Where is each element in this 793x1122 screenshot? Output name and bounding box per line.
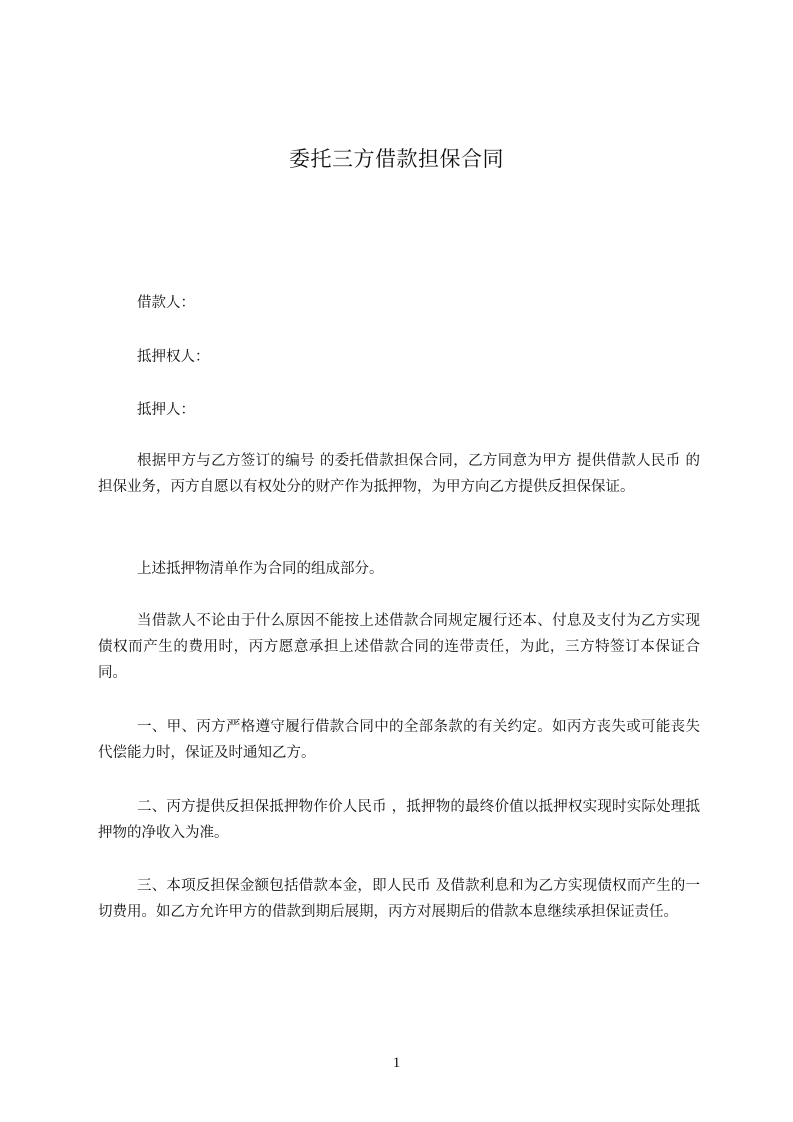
paragraph-joint-liability: 当借款人不论由于什么原因不能按上述借款合同规定履行还本、付息及支付为乙方实现债权而产生的费用时，丙方愿意承担上述借款合同的连带责任，为此，三方特签订本保证合同。 <box>98 613 700 681</box>
document-title: 委托三方借款担保合同 <box>289 147 504 171</box>
paragraph-intro: 根据甲方与乙方签订的编号 的委托借款担保合同，乙方同意为甲方 提供借款人民币 的担保业务，丙方自愿以有权处分的财产作为抵押物，为甲方向乙方提供反担保保证。 <box>98 453 700 495</box>
clause-2: 二、丙方提供反担保抵押物作价人民币 ，抵押物的最终价值以抵押权实现时实际处理抵押物的净收入为准。 <box>98 799 700 841</box>
mortgagee-field: 抵押权人： <box>137 349 210 365</box>
mortgagor-field: 抵押人： <box>137 402 195 418</box>
clause-3: 三、本项反担保金额包括借款本金，即人民币 及借款利息和为乙方实现债权而产生的一切费用。如乙方允许甲方的借款到期后展期，丙方对展期后的借款本息继续承担保证责任。 <box>98 878 700 920</box>
paragraph-collateral-list: 上述抵押物清单作为合同的组成部分。 <box>137 561 384 577</box>
clause-1: 一、甲、丙方严格遵守履行借款合同中的全部条款的有关约定。如丙方丧失或可能丧失代偿能力时，保证及时通知乙方。 <box>98 719 700 761</box>
page-number: 1 <box>392 1055 401 1071</box>
borrower-field: 借款人： <box>137 295 195 311</box>
